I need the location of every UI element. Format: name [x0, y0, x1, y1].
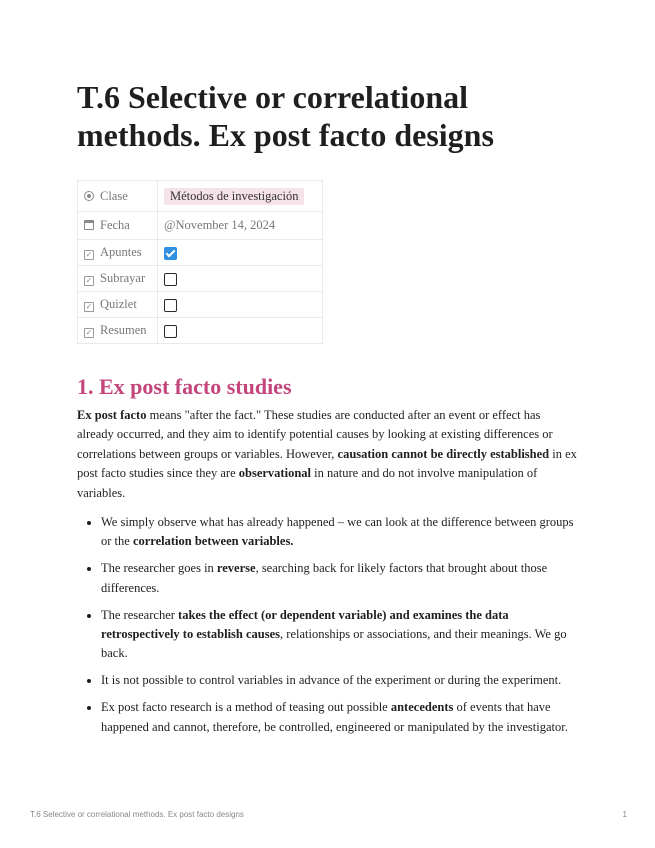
- page-title-line-1: T.6 Selective or correlational: [77, 79, 468, 115]
- bold-term: reverse: [216, 561, 256, 576]
- page-title-line-2: methods. Ex post facto designs: [77, 117, 494, 153]
- fecha-value[interactable]: @November 14, 2024: [164, 218, 276, 232]
- property-row-subrayar: [78, 266, 323, 292]
- property-label: Subrayar: [100, 271, 146, 285]
- list-item: [101, 671, 577, 690]
- page-title: [77, 78, 577, 154]
- property-label: Quizlet: [100, 297, 137, 311]
- page-number: 1: [622, 810, 627, 819]
- bold-term: antecedents: [390, 700, 454, 715]
- property-value: [158, 318, 323, 344]
- property-label: Resumen: [100, 323, 147, 337]
- text-run: of events that have happened and cannot, therefore, be controlled, engineered or manipulated by the investigator.: [101, 700, 568, 734]
- text-run: The researcher: [101, 607, 179, 622]
- checkbox-prop-icon: ✓: [85, 276, 93, 285]
- property-value[interactable]: [158, 181, 323, 212]
- subrayar-checkbox[interactable]: [164, 273, 177, 286]
- list-item: [101, 698, 577, 737]
- property-row-fecha: [78, 212, 323, 240]
- property-key: [78, 266, 158, 292]
- clase-tag[interactable]: Métodos de investigación: [164, 188, 304, 205]
- text-run: , relationships or associations, and their meanings. We go back.: [101, 627, 567, 661]
- intro-paragraph: [77, 406, 577, 503]
- text-run: The researcher goes in: [101, 561, 217, 576]
- bold-term: observational: [238, 466, 311, 481]
- property-value: [158, 240, 323, 266]
- property-label: Clase: [100, 188, 128, 203]
- list-item: [101, 606, 577, 664]
- property-key: [78, 212, 158, 240]
- list-item: [101, 513, 577, 552]
- checkbox-prop-icon: ✓: [85, 250, 93, 259]
- property-key: [78, 181, 158, 212]
- property-key: [78, 292, 158, 318]
- property-value: [158, 266, 323, 292]
- footer-title: T.6 Selective or correlational methods. Ex post facto designs: [30, 810, 244, 819]
- text-run: It is not possible to control variables in advance of the experiment or during the experiment.: [101, 673, 562, 688]
- bold-term: takes the effect (or dependent variable) and examines the data retrospectively to establish causes: [101, 607, 509, 642]
- property-row-apuntes: [78, 240, 323, 266]
- text-run: We simply observe what has already happened – we can look at the difference between groups or the: [101, 515, 574, 549]
- property-row-clase: [78, 181, 323, 212]
- property-label: Apuntes: [100, 245, 142, 259]
- property-label: Fecha: [100, 218, 130, 232]
- property-value[interactable]: [158, 212, 323, 240]
- property-value: [158, 292, 323, 318]
- apuntes-checkbox[interactable]: [164, 247, 177, 260]
- text-run: in ex post facto studies since they are: [77, 446, 577, 481]
- property-key: [78, 318, 158, 344]
- bold-term: correlation between variables.: [132, 534, 294, 549]
- text-run: Ex post facto research is a method of teasing out possible: [101, 700, 391, 715]
- quizlet-checkbox[interactable]: [164, 299, 177, 312]
- bold-term: Ex post facto: [77, 408, 147, 422]
- properties-table: [77, 180, 323, 344]
- text-run: in nature and do not involve manipulation of variables.: [77, 466, 538, 500]
- bold-term: causation cannot be directly established: [337, 446, 550, 461]
- resumen-checkbox[interactable]: [164, 325, 177, 338]
- section-body: [77, 406, 577, 745]
- text-run: , searching back for likely factors that brought about those differences.: [101, 561, 548, 595]
- property-row-quizlet: [78, 292, 323, 318]
- bullet-list: [77, 513, 577, 737]
- property-key: [78, 240, 158, 266]
- select-icon: [84, 191, 94, 201]
- checkbox-prop-icon: ✓: [85, 328, 93, 337]
- text-run: means "after the fact." These studies are conducted after an event or effect has already occurred, and they aim to identify potential causes by looking at existing differences or correlations between groups or variables. However,: [77, 408, 553, 461]
- checkbox-prop-icon: ✓: [85, 302, 93, 311]
- section-heading: 1. Ex post facto studies: [77, 374, 292, 399]
- list-item: [101, 559, 577, 598]
- page-footer: [30, 810, 627, 819]
- calendar-icon: [84, 220, 94, 230]
- property-row-resumen: [78, 318, 323, 344]
